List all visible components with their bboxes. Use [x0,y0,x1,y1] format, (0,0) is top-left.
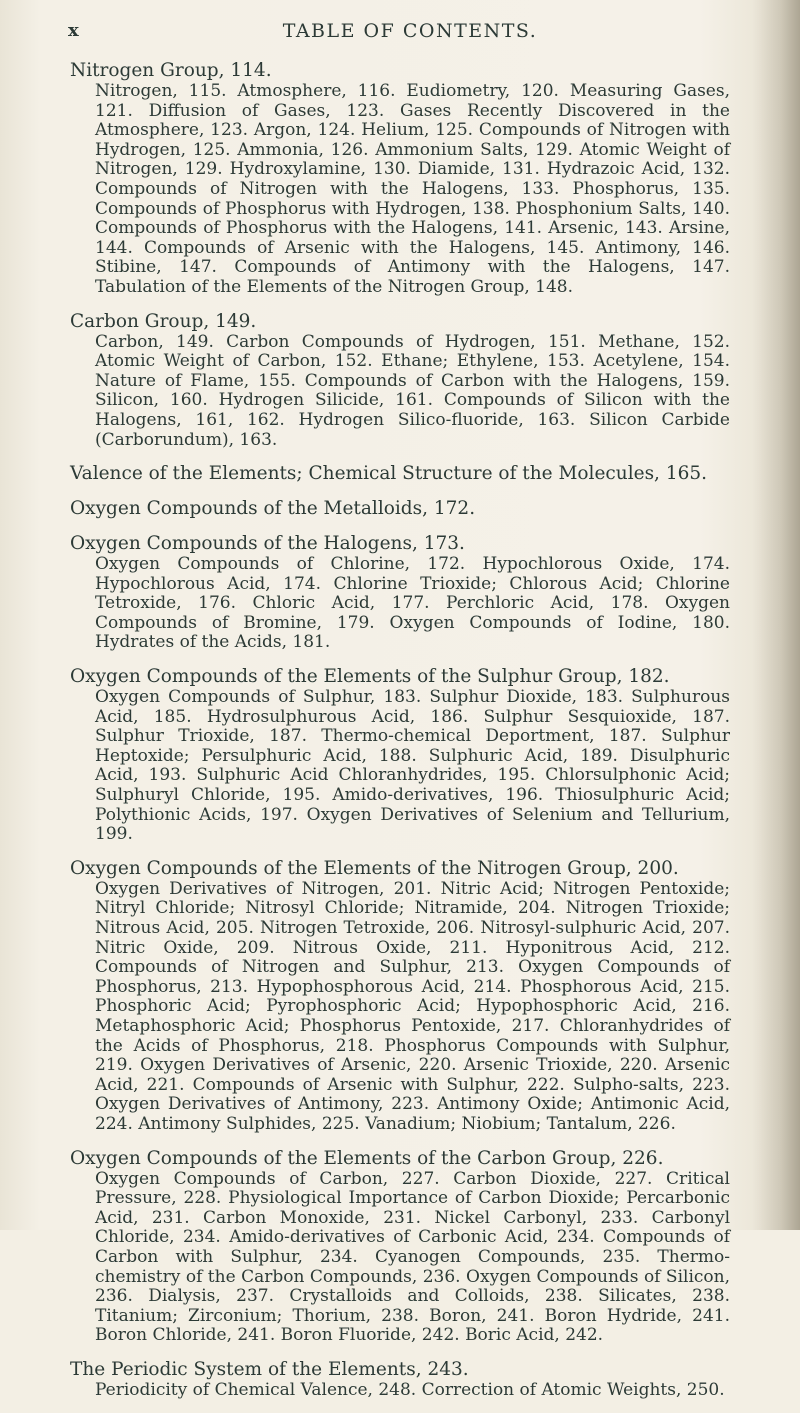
section-heading: Valence of the Elements; Chemical Structure of the Molecules, 165. [70,463,708,485]
contents-list [70,60,730,1413]
section-entries: Oxygen Compounds of Carbon, 227. Carbon Dioxide, 227. Critical Pressure, 228. Physiological Importance of Carbon Dioxide; Percarbonic Acid, 231. Carbon Monoxide, 231. Nickel Carbonyl, 233. Carbonyl Chloride, 234. Amido-derivatives of Carbonic Acid, 234. Compounds of Carbon with Sulphur, 234. Cyanogen Compounds, 235. Thermo-chemistry of the Carbon Compounds, 236. Oxygen Compounds of Silicon, 236. Dialysis, 237. Crystalloids and Colloids, 238. Silicates, 238. Titanium; Zirconium; Thorium, 238. Boron, 241. Boron Hydride, 241. Boron Chloride, 241. Boron Fluoride, 242. Boric Acid, 242. [95,1168,730,1346]
section-entries: Oxygen Compounds of Chlorine, 172. Hypochlorous Oxide, 174. Hypochlorous Acid, 174. Chlorine Trioxide; Chlorous Acid; Chlorine Tetroxide, 176. Chloric Acid, 177. Perchloric Acid, 178. Oxygen Compounds of Bromine, 179. Oxygen Compounds of Iodine, 180. Hydrates of the Acids, 181. [95,554,730,653]
section-heading: Oxygen Compounds of the Halogens, 173. [70,533,465,555]
section-entries: Carbon, 149. Carbon Compounds of Hydrogen, 151. Methane, 152. Atomic Weight of Carbon, 152. Ethane; Ethylene, 153. Acetylene, 154. Nature of Flame, 155. Compounds of Carbon with the Halogens, 159. Silicon, 160. Hydrogen Silicide, 161. Compounds of Silicon with the Halogens, 161, 162. Hydrogen Silico-fluoride, 163. Silicon Carbide (Carborundum), 163. [95,331,730,450]
section-entries: Nitrogen, 115. Atmosphere, 116. Eudiometry, 120. Measuring Gases, 121. Diffusion of Gases, 123. Gases Recently Discovered in the Atmosphere, 123. Argon, 124. Helium, 125. Compounds of Nitrogen with Hydrogen, 125. Ammonia, 126. Ammonium Salts, 129. Atomic Weight of Nitrogen, 129. Hydroxylamine, 130. Diamide, 131. Hydrazoic Acid, 132. Compounds of Nitrogen with the Halogens, 133. Phosphorus, 135. Compounds of Phosphorus with Hydrogen, 138. Phosphonium Salts, 140. Compounds of Phosphorus with the Halogens, 141. Arsenic, 143. Arsine, 144. Compounds of Arsenic with the Halogens, 145. Antimony, 146. Stibine, 147. Compounds of Antimony with the Halogens, 147. Tabulation of the Elements of the Nitrogen Group, 148. [95,81,730,297]
section-nitrogen-group [70,60,730,298]
page-header [60,20,760,48]
section-oxygen-metalloids [70,498,730,520]
section-oxygen-sulphur-group [70,666,730,845]
section-heading: The Periodic System of the Elements, 243. [70,1358,469,1380]
section-oxygen-nitrogen-group [70,858,730,1135]
section-heading: Carbon Group, 149. [70,310,257,332]
running-title: TABLE OF CONTENTS. [282,20,538,42]
section-entries: Periodicity of Chemical Valence, 248. Correction of Atomic Weights, 250. [95,1379,725,1400]
section-heading: Oxygen Compounds of the Elements of the Carbon Group, 226. [70,1147,664,1169]
section-oxygen-carbon-group [70,1148,730,1346]
section-heading: Oxygen Compounds of the Metalloids, 172. [70,498,476,520]
section-heading: Oxygen Compounds of the Elements of the Sulphur Group, 182. [70,666,670,688]
section-entries: Oxygen Compounds of Sulphur, 183. Sulphur Dioxide, 183. Sulphurous Acid, 185. Hydrosulphurous Acid, 186. Sulphur Sesquioxide, 187. Sulphur Trioxide, 187. Thermo-chemical Deportment, 187. Sulphur Heptoxide; Persulphuric Acid, 188. Sulphuric Acid, 189. Disulphuric Acid, 193. Sulphuric Acid Chloranhydrides, 195. Chlorsulphonic Acid; Sulphuryl Chloride, 195. Amido-derivatives, 196. Thiosulphuric Acid; Polythionic Acids, 197. Oxygen Derivatives of Selenium and Tellurium, 199. [95,687,730,845]
page-folio: x [68,20,79,41]
section-carbon-group [70,311,730,451]
section-oxygen-halogens [70,533,730,653]
section-heading: Oxygen Compounds of the Elements of the Nitrogen Group, 200. [70,857,679,879]
page-edge-shadow [752,0,800,1230]
section-entries: Oxygen Derivatives of Nitrogen, 201. Nitric Acid; Nitrogen Pentoxide; Nitryl Chloride; Nitrosyl Chloride; Nitramide, 204. Nitrogen Trioxide; Nitrous Acid, 205. Nitrogen Tetroxide, 206. Nitrosyl-sulphuric Acid, 207. Nitric Oxide, 209. Nitrous Oxide, 211. Hyponitrous Acid, 212. Compounds of Nitrogen and Sulphur, 213. Oxygen Compounds of Phosphorus, 213. Hypophosphorous Acid, 214. Phosphorous Acid, 215. Phosphoric Acid; Pyrophosphoric Acid; Hypophosphoric Acid, 216. Metaphosphoric Acid; Phosphorus Pentoxide, 217. Chloranhydrides of the Acids of Phosphorus, 218. Phosphorus Compounds with Sulphur, 219. Oxygen Derivatives of Arsenic, 220. Arsenic Trioxide, 220. Arsenic Acid, 221. Compounds of Arsenic with Sulphur, 222. Sulpho-salts, 223. Oxygen Derivatives of Antimony, 223. Antimony Oxide; Antimonic Acid, 224. Antimony Sulphides, 225. Vanadium; Niobium; Tantalum, 226. [95,878,730,1134]
section-valence [70,463,730,485]
section-periodic-system [70,1359,730,1401]
section-heading: Nitrogen Group, 114. [70,60,272,81]
